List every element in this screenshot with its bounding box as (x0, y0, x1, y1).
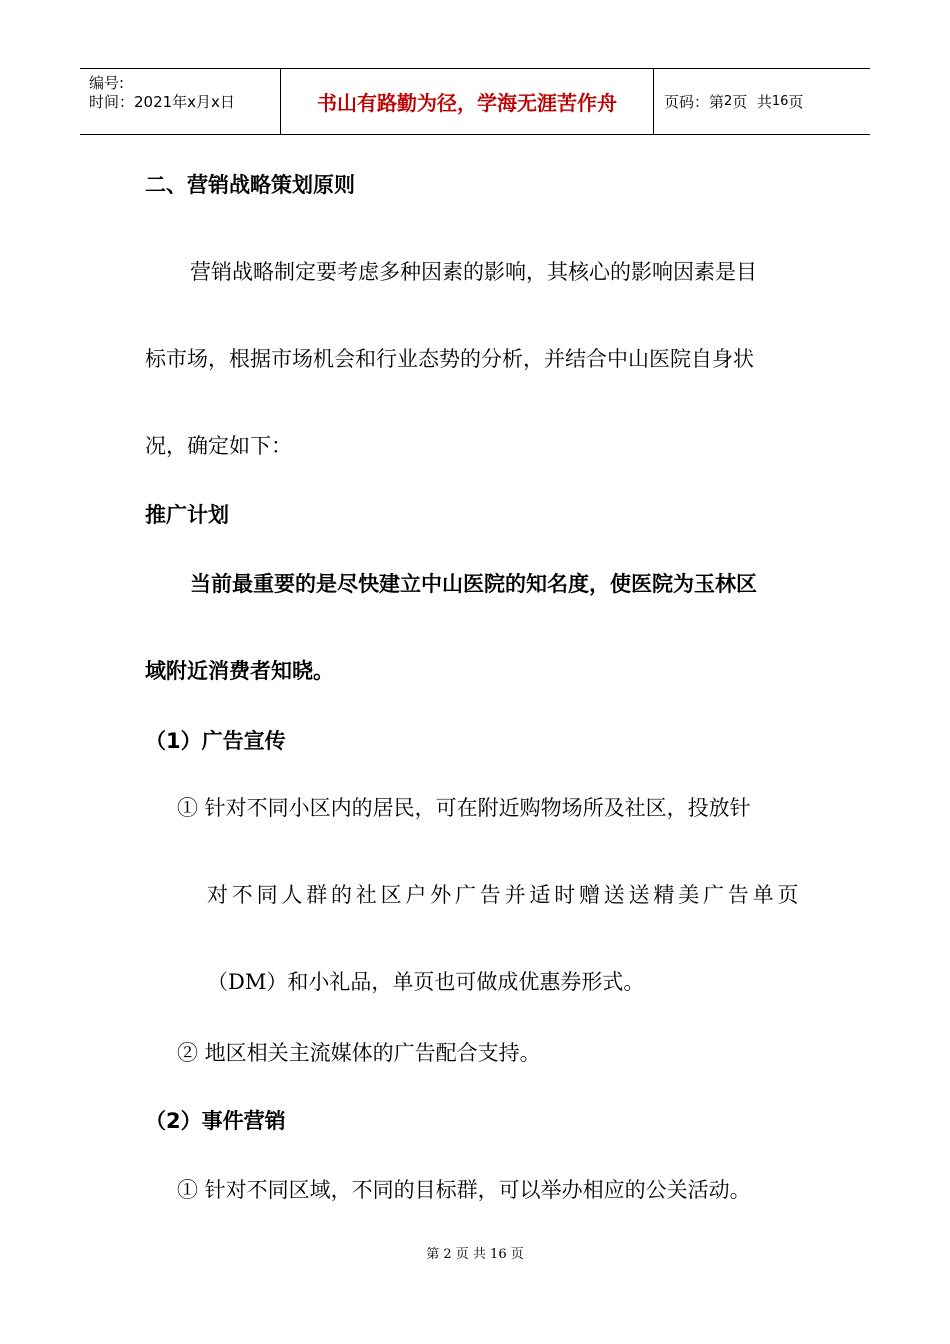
list-item-line: ② 地区相关主流媒体的广告配合支持。 (177, 1041, 541, 1065)
paragraph-line: 营销战略制定要考虑多种因素的影响，其核心的影响因素是目 (190, 260, 757, 284)
emphasis-line: 当前最重要的是尽快建立中山医院的知名度，使医院为玉林区 (190, 572, 757, 596)
document-date-label: 时间：2021年x月x日 (89, 93, 235, 111)
header-page-indicator (654, 69, 870, 134)
page-footer: 第 2 页 共 16 页 (426, 1247, 524, 1262)
list-item-line: ① 针对不同小区内的居民，可在附近购物场所及社区，投放针 (177, 796, 751, 820)
paragraph-line: 标市场，根据市场机会和行业态势的分析，并结合中山医院自身状 (145, 347, 754, 371)
list-heading-event-marketing: （2）事件营销 (145, 1109, 286, 1133)
document-header (80, 68, 870, 135)
list-item-line: （DM）和小礼品，单页也可做成优惠券形式。 (207, 970, 645, 994)
page-label-end: 页 (788, 93, 804, 111)
page-current: 2 (724, 94, 733, 109)
page-label-prefix: 页码：第 (664, 93, 725, 111)
list-heading-advertising: （1）广告宣传 (145, 729, 286, 753)
paragraph-line: 况，确定如下： (145, 434, 292, 458)
section-title: 二、营销战略策划原则 (145, 173, 355, 197)
page-total: 16 (771, 94, 789, 109)
subsection-title: 推广计划 (145, 503, 229, 527)
list-item-line: ① 针对不同区域，不同的目标群，可以举办相应的公关活动。 (177, 1178, 751, 1202)
header-info-cell (80, 69, 281, 134)
emphasis-line: 域附近消费者知晓。 (145, 659, 334, 683)
list-item-line: 对不同人群的社区户外广告并适时赠送送精美广告单页 (207, 883, 803, 907)
header-motto: 书山有路勤为径，学海无涯苦作舟 (281, 69, 654, 134)
page-label-mid: 页 共 (732, 93, 772, 111)
document-number-label: 编号: (89, 74, 125, 92)
